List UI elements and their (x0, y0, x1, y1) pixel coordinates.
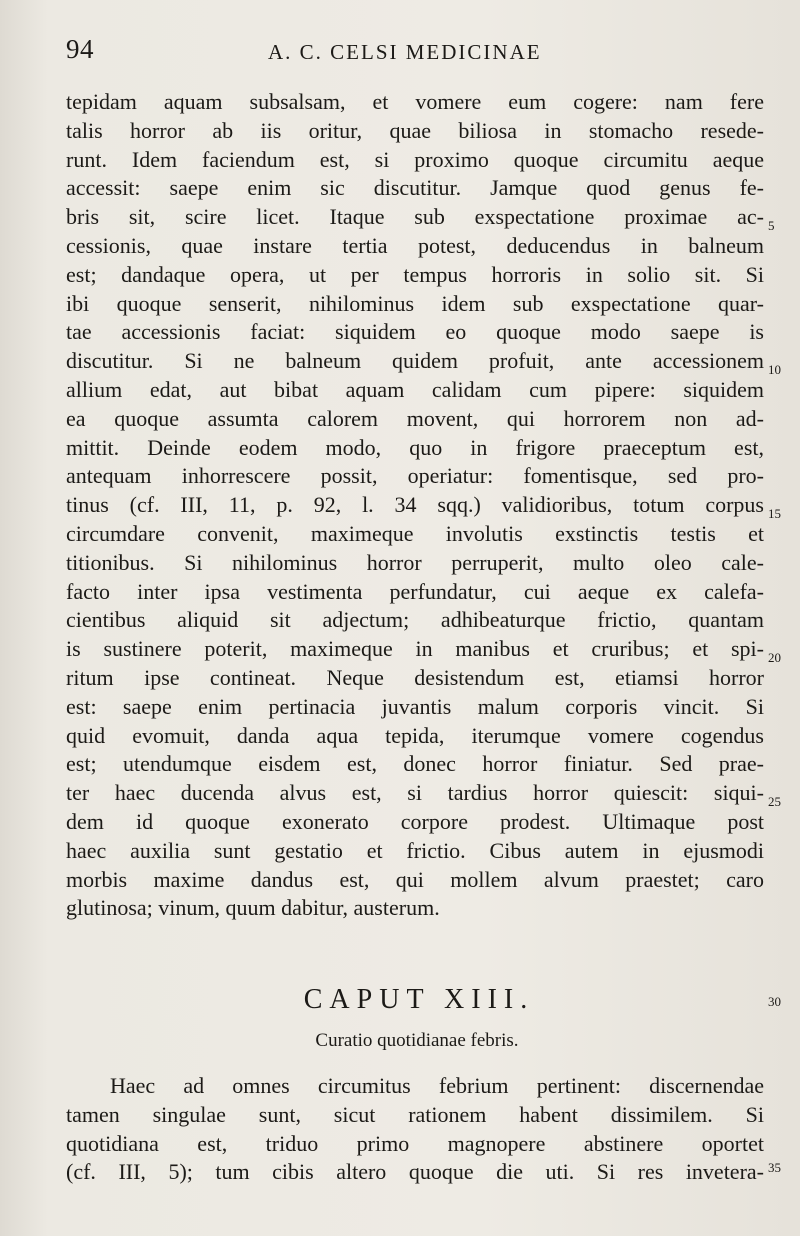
text-line: est; utendumque eisdem est, donec horror finiatur. Sed prae- (66, 751, 764, 777)
text-line: circumdare convenit, maximeque involutis exstinctis testis et (66, 520, 764, 546)
section-text (66, 1072, 764, 1187)
text-line: quotidiana est, triduo primo magnopere abstinere oportet (66, 1130, 764, 1156)
text-line: Haec ad omnes circumitus febrium pertinent: discernendae (110, 1073, 764, 1098)
text-line: (cf. III, 5); tum cibis altero quoque die uti. Si res invetera- (66, 1159, 764, 1185)
text-line: ritum ipse contineat. Neque desistendum est, etiamsi horror (66, 664, 764, 690)
chapter-subtitle: Curatio quotidianae febris. (315, 1030, 519, 1051)
text-line: est: saepe enim pertinacia juvantis malum corporis vincit. Si (66, 693, 764, 719)
text-line: tae accessionis faciat: siquidem eo quoque modo saepe is (66, 319, 764, 345)
chapter-heading: CAPUT XIII. (303, 984, 535, 1015)
running-title: A. C. CELSI MEDICINAE (268, 40, 542, 64)
text-line: ea quoque assumta calorem movent, qui horrorem non ad- (66, 405, 764, 431)
text-line: accessit: saepe enim sic discutitur. Jamque quod genus fe- (66, 175, 764, 201)
text-line: bris sit, scire licet. Itaque sub exspectatione proximae ac- (66, 204, 764, 230)
text-line: runt. Idem faciendum est, si proximo quoque circumitu aeque (66, 146, 764, 172)
text-line: ter haec ducenda alvus est, si tardius horror quiescit: siqui- (66, 780, 764, 806)
line-number-marker: 15 (768, 506, 781, 521)
text-line: glutinosa; vinum, quum dabitur, austerum. (66, 895, 440, 921)
line-number-marker: 35 (768, 1160, 781, 1175)
body-text (66, 88, 764, 923)
line-number-marker: 30 (768, 994, 781, 1009)
text-line: dem id quoque exonerato corpore prodest. Ultimaque post (66, 808, 764, 834)
line-number-marker: 20 (768, 650, 781, 665)
line-number-marker: 10 (768, 362, 781, 377)
text-line: tamen singulae sunt, sicut rationem habent dissimilem. Si (66, 1101, 764, 1127)
page-number: 94 (66, 34, 94, 64)
line-number-marker: 25 (768, 794, 781, 809)
text-line: antequam inhorrescere possit, operiatur: fomentisque, sed pro- (66, 463, 764, 489)
text-line: tepidam aquam subsalsam, et vomere eum cogere: nam fere (66, 89, 764, 114)
text-line: ibi quoque senserit, nihilominus idem sub exspectatione quar- (66, 290, 764, 316)
text-line: talis horror ab iis oritur, quae biliosa in stomacho resede- (66, 117, 764, 143)
text-line: facto inter ipsa vestimenta perfundatur, cui aeque ex calefa- (66, 578, 764, 604)
text-line: titionibus. Si nihilominus horror perruperit, multo oleo cale- (66, 549, 764, 575)
text-line: est; dandaque opera, ut per tempus horroris in solio sit. Si (66, 261, 764, 287)
text-line: mittit. Deinde eodem modo, quo in frigore praeceptum est, (66, 434, 764, 460)
line-number-marker: 5 (768, 218, 775, 233)
text-line: allium edat, aut bibat aquam calidam cum pipere: siquidem (66, 376, 764, 402)
text-line: tinus (cf. III, 11, p. 92, l. 34 sqq.) validioribus, totum corpus (66, 492, 764, 518)
text-line: cientibus aliquid sit adjectum; adhibeaturque frictio, quantam (66, 607, 764, 633)
text-line: quid evomuit, danda aqua tepida, iterumque vomere cogendus (66, 722, 764, 748)
running-head (66, 34, 766, 70)
text-line: cessionis, quae instare tertia potest, deducendus in balneum (66, 232, 764, 258)
text-line: morbis maxime dandus est, qui mollem alvum praestet; caro (66, 866, 764, 892)
text-line: is sustinere poterit, maximeque in manibus et cruribus; et spi- (66, 636, 764, 662)
text-line: discutitur. Si ne balneum quidem profuit, ante accessionem (66, 348, 764, 374)
text-line: haec auxilia sunt gestatio et frictio. Cibus autem in ejusmodi (66, 837, 764, 863)
